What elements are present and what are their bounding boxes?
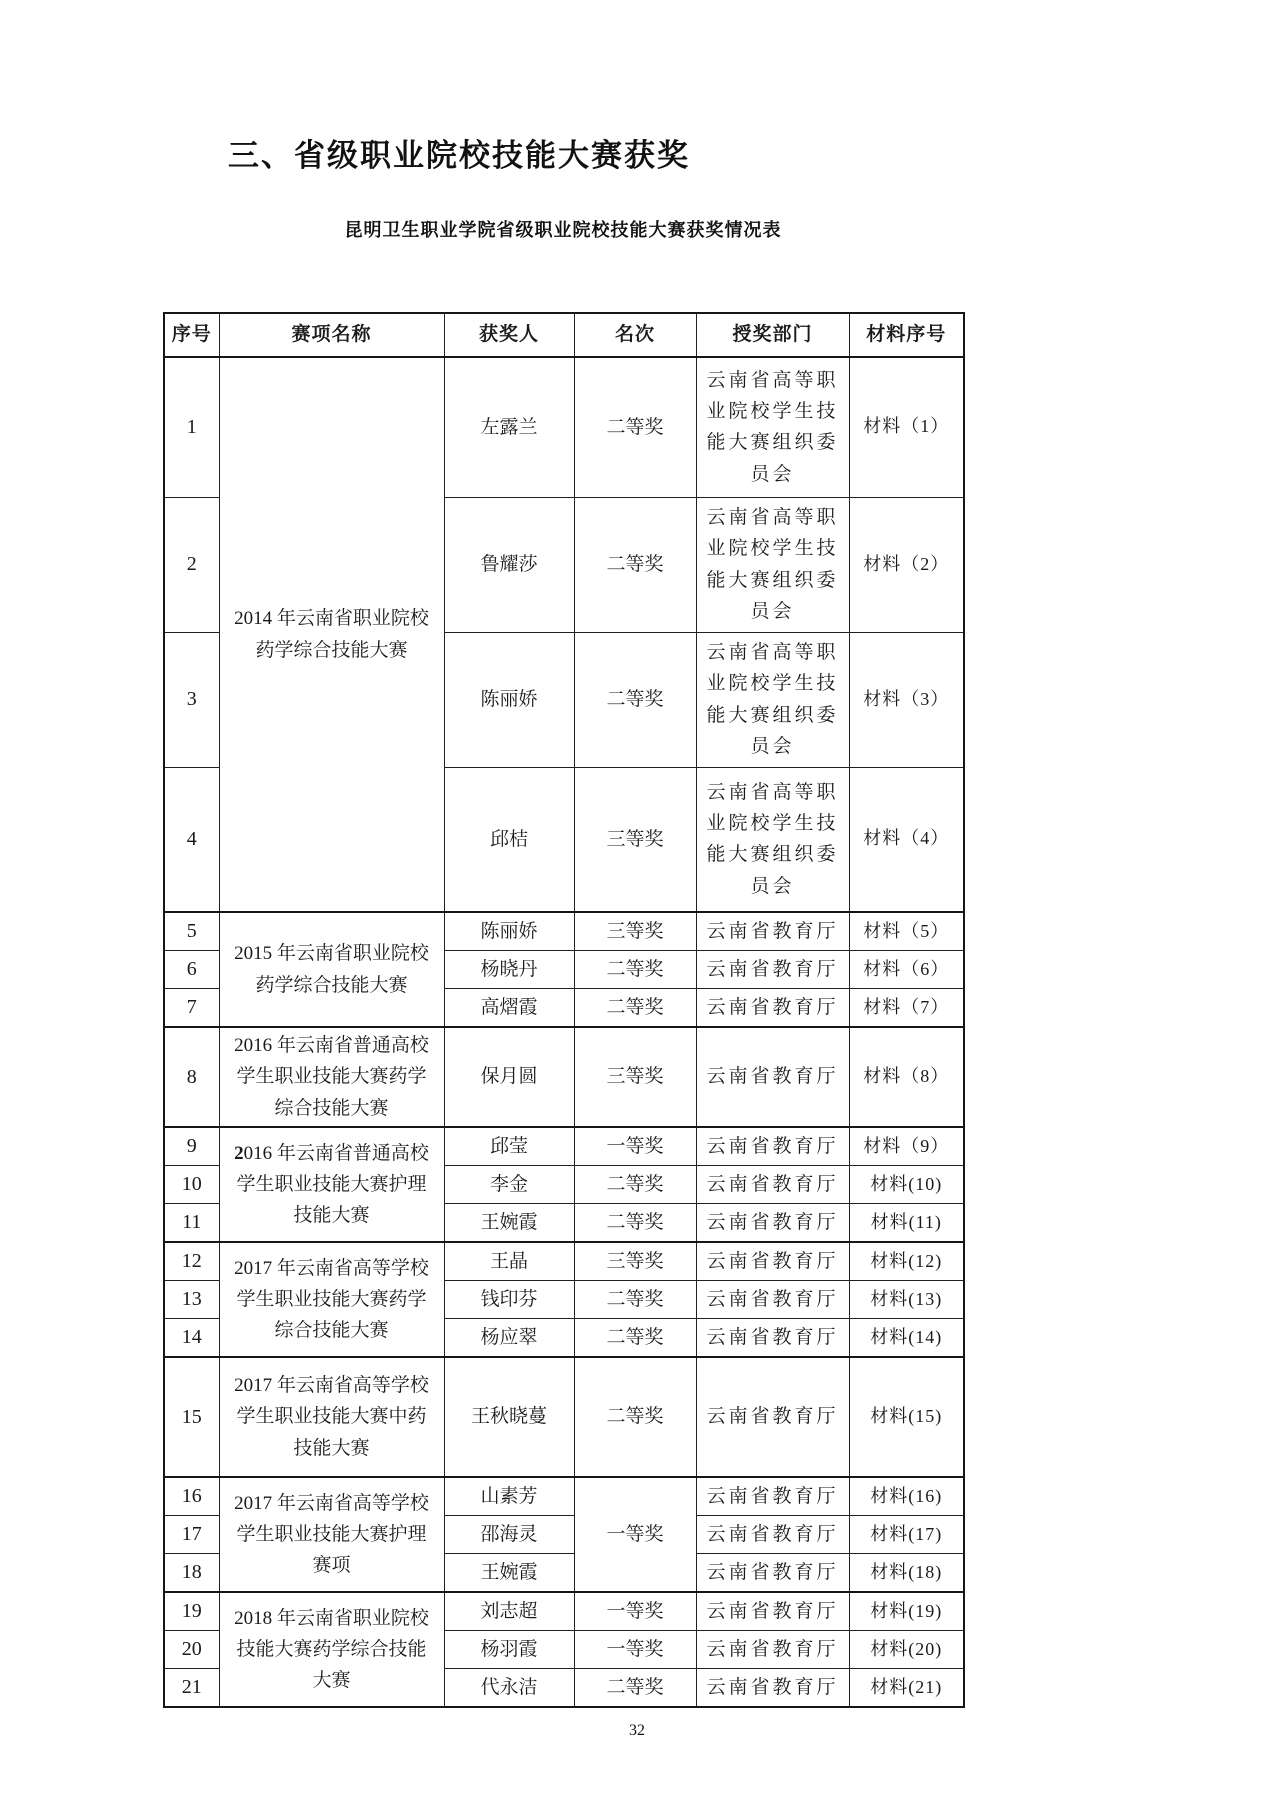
cell-rank: 二等奖 (574, 1669, 696, 1708)
table-row (164, 1027, 964, 1127)
cell-competition: 2017 年云南省高等学校学生职业技能大赛护理赛项 (219, 1477, 444, 1592)
cell-department: 云南省教育厅 (696, 1477, 849, 1516)
cell-no: 18 (164, 1554, 219, 1593)
cell-no: 16 (164, 1477, 219, 1516)
cell-winner: 杨晓丹 (444, 951, 574, 989)
cell-rank: 二等奖 (574, 1166, 696, 1204)
cell-material: 材料(19) (849, 1592, 964, 1631)
cell-no: 6 (164, 951, 219, 989)
cell-rank: 二等奖 (574, 989, 696, 1028)
cell-rank: 二等奖 (574, 1357, 696, 1477)
cell-material: 材料(14) (849, 1319, 964, 1358)
cell-no: 21 (164, 1669, 219, 1708)
col-header-no: 序号 (164, 313, 219, 357)
cell-rank: 一等奖 (574, 1477, 696, 1592)
cell-department: 云南省高等职业院校学生技能大赛组织委员会 (696, 632, 849, 767)
cell-no: 4 (164, 767, 219, 912)
cell-material: 材料（5） (849, 912, 964, 951)
cell-department: 云南省教育厅 (696, 1554, 849, 1593)
cell-winner: 代永洁 (444, 1669, 574, 1708)
awards-table (163, 312, 965, 1708)
cell-department: 云南省教育厅 (696, 1281, 849, 1319)
col-header-competition: 赛项名称 (219, 313, 444, 357)
cell-no: 11 (164, 1204, 219, 1243)
table-row (164, 357, 964, 497)
section-heading: 三、省级职业院校技能大赛获奖 (228, 138, 690, 173)
cell-no: 17 (164, 1516, 219, 1554)
table-row (164, 912, 964, 951)
cell-winner: 刘志超 (444, 1592, 574, 1631)
cell-no: 19 (164, 1592, 219, 1631)
cell-department: 云南省教育厅 (696, 989, 849, 1028)
cell-no: 15 (164, 1357, 219, 1477)
table-row (164, 1357, 964, 1477)
cell-competition: 2017 年云南省高等学校学生职业技能大赛中药技能大赛 (219, 1357, 444, 1477)
cell-material: 材料(17) (849, 1516, 964, 1554)
page-number: 32 (629, 1722, 645, 1739)
cell-material: 材料(21) (849, 1669, 964, 1708)
cell-material: 材料(18) (849, 1554, 964, 1593)
cell-rank: 二等奖 (574, 357, 696, 497)
cell-rank: 三等奖 (574, 912, 696, 951)
table-caption: 昆明卫生职业学院省级职业院校技能大赛获奖情况表 (344, 220, 782, 240)
cell-department: 云南省教育厅 (696, 1166, 849, 1204)
table-row (164, 1477, 964, 1516)
cell-winner: 杨应翠 (444, 1319, 574, 1358)
cell-material: 材料（7） (849, 989, 964, 1028)
cell-department: 云南省教育厅 (696, 1592, 849, 1631)
cell-winner: 钱印芬 (444, 1281, 574, 1319)
cell-material: 材料(10) (849, 1166, 964, 1204)
cell-rank: 二等奖 (574, 1281, 696, 1319)
cell-no: 14 (164, 1319, 219, 1358)
cell-winner: 邵海灵 (444, 1516, 574, 1554)
cell-winner: 王婉霞 (444, 1554, 574, 1593)
cell-rank: 三等奖 (574, 767, 696, 912)
cell-winner: 陈丽娇 (444, 632, 574, 767)
cell-rank: 一等奖 (574, 1127, 696, 1166)
cell-no: 20 (164, 1631, 219, 1669)
cell-department: 云南省教育厅 (696, 1631, 849, 1669)
cell-winner: 王晶 (444, 1242, 574, 1281)
cell-rank: 二等奖 (574, 1319, 696, 1358)
cell-no: 12 (164, 1242, 219, 1281)
cell-material: 材料(15) (849, 1357, 964, 1477)
cell-no: 5 (164, 912, 219, 951)
cell-department: 云南省教育厅 (696, 1357, 849, 1477)
cell-no: 9 (164, 1127, 219, 1166)
cell-winner: 邱桔 (444, 767, 574, 912)
cell-department: 云南省教育厅 (696, 951, 849, 989)
table-row (164, 1127, 964, 1166)
cell-no: 8 (164, 1027, 219, 1127)
cell-no: 2 (164, 497, 219, 632)
cell-no: 10 (164, 1166, 219, 1204)
col-header-material: 材料序号 (849, 313, 964, 357)
cell-rank: 三等奖 (574, 1027, 696, 1127)
col-header-rank: 名次 (574, 313, 696, 357)
cell-material: 材料(13) (849, 1281, 964, 1319)
cell-competition (219, 1127, 444, 1242)
cell-winner: 杨羽霞 (444, 1631, 574, 1669)
cell-material: 材料（1） (849, 357, 964, 497)
cell-winner: 保月圆 (444, 1027, 574, 1127)
cell-material: 材料（9） (849, 1127, 964, 1166)
cell-material: 材料(12) (849, 1242, 964, 1281)
cell-department: 云南省教育厅 (696, 1027, 849, 1127)
cell-competition: 2016 年云南省普通高校学生职业技能大赛药学综合技能大赛 (219, 1027, 444, 1127)
cell-material: 材料(11) (849, 1204, 964, 1243)
cell-rank: 一等奖 (574, 1592, 696, 1631)
col-header-department: 授奖部门 (696, 313, 849, 357)
cell-department: 云南省教育厅 (696, 1127, 849, 1166)
cell-material: 材料（3） (849, 632, 964, 767)
competition-text: 016 年云南省普通高校学生职业技能大赛护理技能大赛 (236, 1142, 429, 1227)
table-row (164, 1592, 964, 1631)
cell-material: 材料(20) (849, 1631, 964, 1669)
cell-rank: 三等奖 (574, 1242, 696, 1281)
cell-no: 1 (164, 357, 219, 497)
cell-material: 材料（8） (849, 1027, 964, 1127)
cell-material: 材料(16) (849, 1477, 964, 1516)
cell-winner: 王婉霞 (444, 1204, 574, 1243)
cell-winner: 鲁耀莎 (444, 497, 574, 632)
table-row (164, 1242, 964, 1281)
cell-rank: 二等奖 (574, 497, 696, 632)
cell-material: 材料（2） (849, 497, 964, 632)
awards-table-header (164, 313, 964, 357)
cell-rank: 二等奖 (574, 951, 696, 989)
cell-winner: 左露兰 (444, 357, 574, 497)
awards-table-body (164, 357, 964, 1707)
cell-no: 7 (164, 989, 219, 1028)
cell-department: 云南省教育厅 (696, 1204, 849, 1243)
cell-department: 云南省教育厅 (696, 912, 849, 951)
cell-department: 云南省教育厅 (696, 1319, 849, 1358)
cell-competition: 2014 年云南省职业院校药学综合技能大赛 (219, 357, 444, 912)
cell-rank: 二等奖 (574, 1204, 696, 1243)
cell-department: 云南省教育厅 (696, 1516, 849, 1554)
cell-rank: 二等奖 (574, 632, 696, 767)
cell-department: 云南省教育厅 (696, 1669, 849, 1708)
cell-competition: 2015 年云南省职业院校药学综合技能大赛 (219, 912, 444, 1027)
cell-winner: 山素芳 (444, 1477, 574, 1516)
col-header-winner: 获奖人 (444, 313, 574, 357)
cell-no: 3 (164, 632, 219, 767)
cell-material: 材料（4） (849, 767, 964, 912)
cell-winner: 李金 (444, 1166, 574, 1204)
competition-bold-prefix: 2 (234, 1142, 244, 1164)
cell-winner: 陈丽娇 (444, 912, 574, 951)
cell-rank: 一等奖 (574, 1631, 696, 1669)
cell-competition: 2018 年云南省职业院校技能大赛药学综合技能大赛 (219, 1592, 444, 1707)
cell-competition: 2017 年云南省高等学校学生职业技能大赛药学综合技能大赛 (219, 1242, 444, 1357)
cell-winner: 邱莹 (444, 1127, 574, 1166)
cell-winner: 王秋晓蔓 (444, 1357, 574, 1477)
cell-department: 云南省高等职业院校学生技能大赛组织委员会 (696, 497, 849, 632)
cell-no: 13 (164, 1281, 219, 1319)
header-row (164, 313, 964, 357)
cell-material: 材料（6） (849, 951, 964, 989)
cell-winner: 高熠霞 (444, 989, 574, 1028)
cell-department: 云南省高等职业院校学生技能大赛组织委员会 (696, 357, 849, 497)
cell-department: 云南省教育厅 (696, 1242, 849, 1281)
cell-department: 云南省高等职业院校学生技能大赛组织委员会 (696, 767, 849, 912)
